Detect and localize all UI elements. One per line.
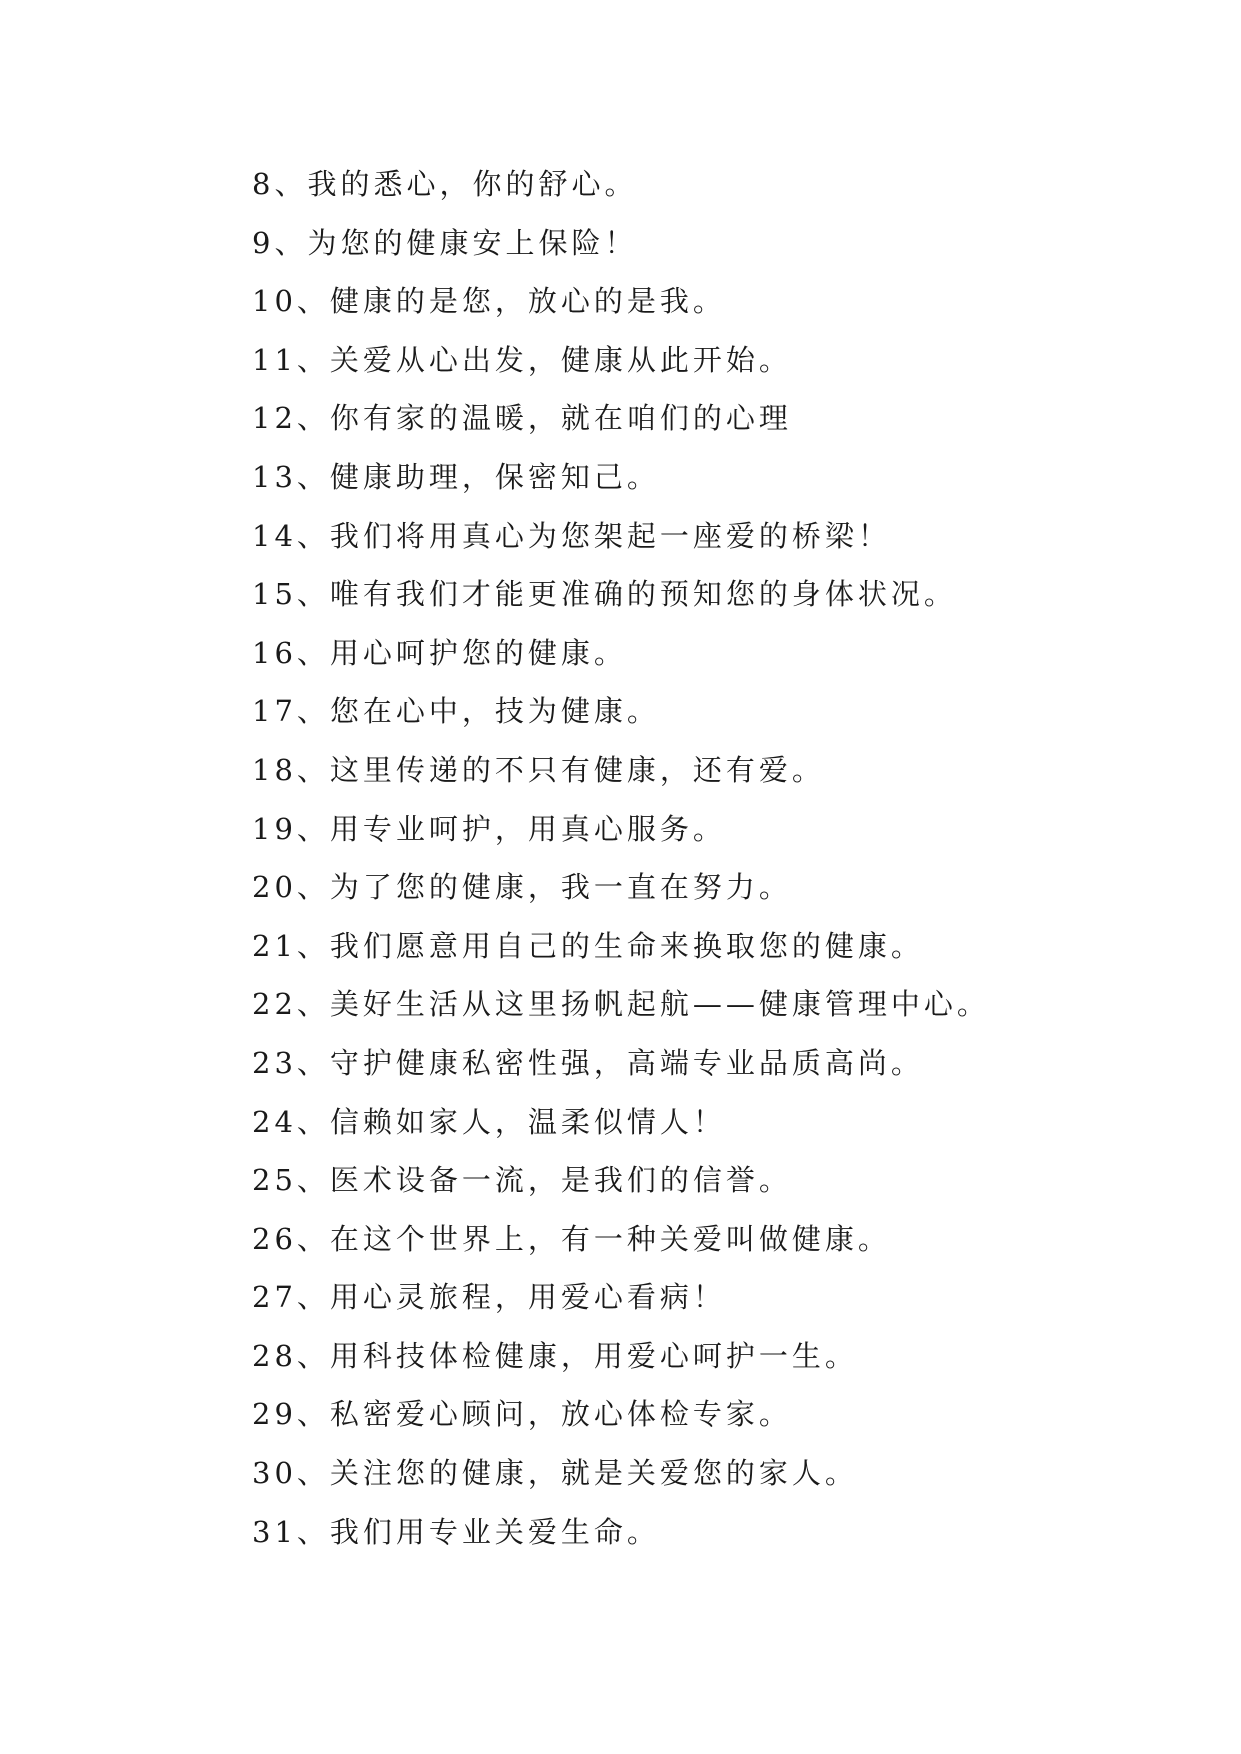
list-item-text: 19、用专业呵护，用真心服务。	[252, 811, 726, 846]
list-item	[252, 565, 1192, 624]
list-item-text: 26、在这个世界上，有一种关爱叫做健康。	[252, 1221, 891, 1256]
list-item	[252, 272, 1192, 331]
list-item	[252, 800, 1192, 859]
list-item	[252, 1268, 1192, 1327]
list-item-text: 21、我们愿意用自己的生命来换取您的健康。	[252, 928, 924, 963]
slogan-list	[252, 155, 1192, 1561]
list-item-text: 25、医术设备一流，是我们的信誉。	[252, 1163, 792, 1198]
list-item	[252, 448, 1192, 507]
list-item	[252, 1093, 1192, 1152]
list-item-text: 22、美好生活从这里扬帆起航——健康管理中心。	[252, 987, 990, 1022]
list-item	[252, 507, 1192, 566]
list-item-text: 8、我的悉心，你的舒心。	[252, 167, 638, 201]
list-item	[252, 331, 1192, 390]
list-item-text: 12、你有家的温暖，就在咱们的心理	[252, 401, 792, 436]
list-item	[252, 858, 1192, 917]
list-item-text: 31、我们用专业关爱生命。	[252, 1514, 660, 1549]
list-item-text: 27、用心灵旅程，用爱心看病！	[252, 1280, 726, 1315]
list-item-text: 24、信赖如家人，温柔似情人！	[252, 1104, 726, 1139]
list-item	[252, 214, 1192, 273]
list-item	[252, 741, 1192, 800]
list-item-text: 16、用心呵护您的健康。	[252, 635, 627, 670]
list-item	[252, 1151, 1192, 1210]
list-item	[252, 1385, 1192, 1444]
list-item-text: 29、私密爱心顾问，放心体检专家。	[252, 1397, 792, 1432]
list-item	[252, 1210, 1192, 1269]
list-item-text: 9、为您的健康安上保险！	[252, 225, 638, 260]
list-item-text: 13、健康助理，保密知己。	[252, 459, 660, 494]
list-item	[252, 682, 1192, 741]
list-item-text: 15、唯有我们才能更准确的预知您的身体状况。	[252, 577, 957, 612]
list-item-text: 11、关爱从心出发，健康从此开始。	[252, 342, 792, 377]
list-item	[252, 1034, 1192, 1093]
list-item-text: 20、为了您的健康，我一直在努力。	[252, 870, 792, 905]
list-item-text: 18、这里传递的不只有健康，还有爱。	[252, 752, 825, 787]
list-item	[252, 624, 1192, 683]
list-item	[252, 1444, 1192, 1503]
list-item-text: 14、我们将用真心为您架起一座爱的桥梁！	[252, 518, 891, 553]
list-item	[252, 155, 1192, 214]
list-item	[252, 975, 1192, 1034]
list-item-text: 30、关注您的健康，就是关爱您的家人。	[252, 1456, 858, 1491]
list-item	[252, 389, 1192, 448]
list-item	[252, 1503, 1192, 1562]
list-item	[252, 917, 1192, 976]
list-item	[252, 1327, 1192, 1386]
list-item-text: 23、守护健康私密性强，高端专业品质高尚。	[252, 1045, 924, 1080]
list-item-text: 28、用科技体检健康，用爱心呵护一生。	[252, 1338, 858, 1373]
list-item-text: 10、健康的是您，放心的是我。	[252, 284, 726, 319]
list-item-text: 17、您在心中，技为健康。	[252, 694, 660, 729]
